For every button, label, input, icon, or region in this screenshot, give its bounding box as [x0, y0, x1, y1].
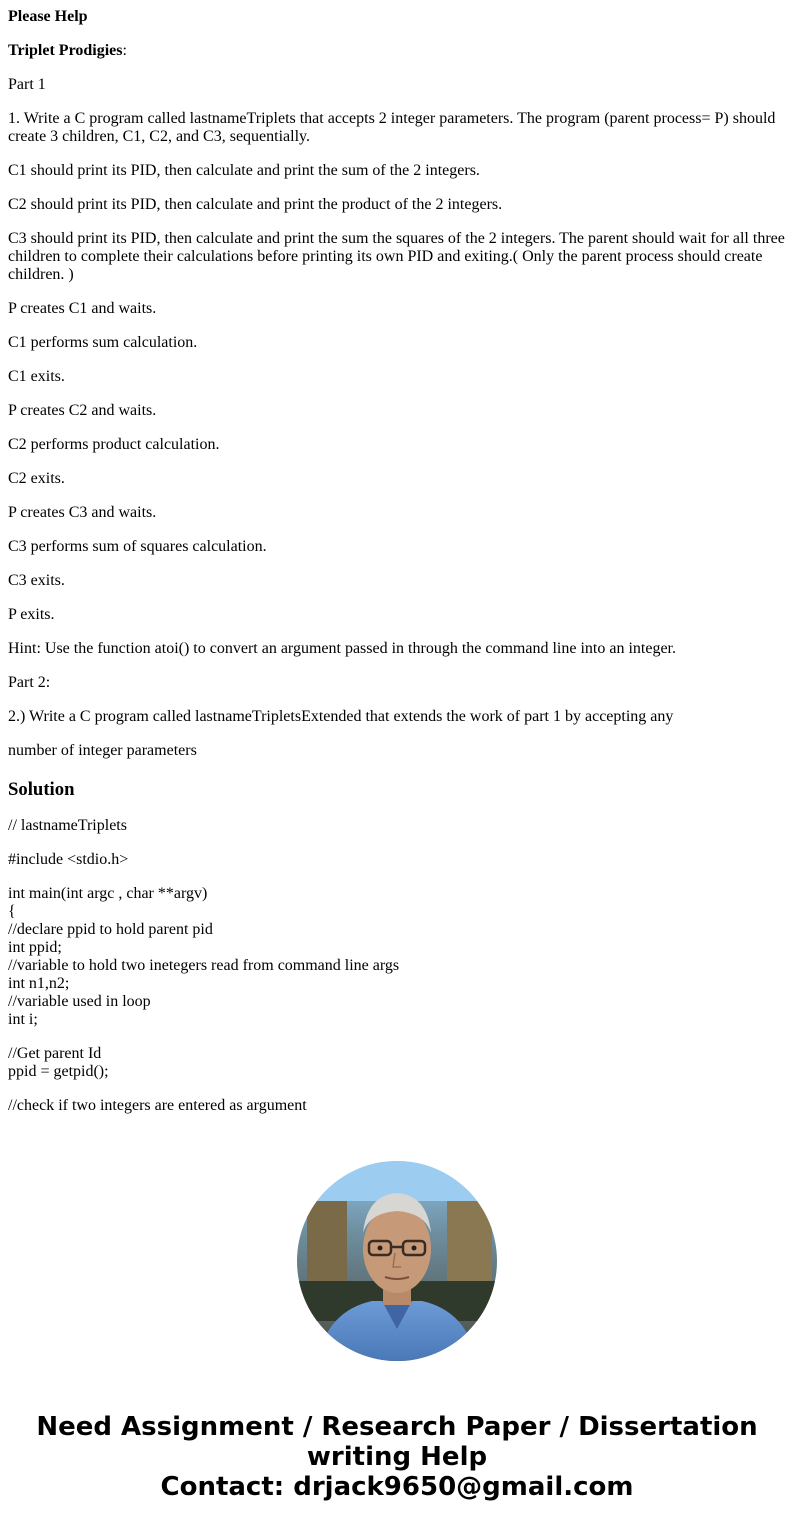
question-paragraph: number of integer parameters	[8, 742, 197, 759]
question-title-paragraph	[8, 8, 786, 26]
question-paragraph: C1 exits.	[8, 368, 65, 385]
solution-last-line: //check if two integers are entered as argument	[8, 1097, 307, 1114]
code-line: int ppid;	[8, 939, 62, 956]
question-paragraph: P creates C3 and waits.	[8, 504, 157, 521]
part1-label: Part 1	[8, 76, 46, 93]
author-avatar	[297, 1161, 497, 1361]
question-paragraph: C1 performs sum calculation.	[8, 334, 198, 351]
solution-include-line: #include <stdio.h>	[8, 851, 129, 868]
solution-comment-title: // lastnameTriplets	[8, 817, 127, 834]
question-paragraph: Hint: Use the function atoi() to convert an argument passed in through the command line into an integer.	[8, 640, 676, 657]
question-paragraph: C3 should print its PID, then calculate and print the sum the squares of the 2 integers. The parent should wait for all three children to complete their calculations before printing its own PID and exiting.( Only the parent process should create children. )	[8, 230, 785, 283]
question-heading-suffix: :	[122, 42, 127, 59]
footer-line-2: writing Help	[306, 1442, 488, 1472]
question-paragraph: P exits.	[8, 606, 55, 623]
question-heading: Triplet Prodigies	[8, 42, 123, 59]
question-paragraph: C1 should print its PID, then calculate and print the sum of the 2 integers.	[8, 162, 480, 179]
question-paragraph: Part 2:	[8, 674, 51, 691]
question-paragraph: C3 exits.	[8, 572, 65, 589]
question-paragraph: 1. Write a C program called lastnameTriplets that accepts 2 integer parameters. The program (parent process= P) should create 3 children, C1, C2, and C3, sequentially.	[8, 110, 776, 145]
code-line: ppid = getpid();	[8, 1063, 109, 1080]
code-line: //variable to hold two inetegers read from command line args	[8, 957, 400, 974]
code-block-main	[8, 885, 786, 1029]
code-line: //variable used in loop	[8, 993, 151, 1010]
solution-heading: Solution	[8, 779, 75, 800]
code-line: {	[8, 903, 16, 920]
footer-contact: Contact: drjack9650@gmail.com	[160, 1472, 634, 1502]
author-photo-icon	[297, 1161, 497, 1361]
question-paragraph: P creates C1 and waits.	[8, 300, 157, 317]
code-line: int n1,n2;	[8, 975, 70, 992]
question-paragraph: P creates C2 and waits.	[8, 402, 157, 419]
footer-line-1: Need Assignment / Research Paper / Dissertation	[36, 1412, 758, 1442]
question-paragraph: C2 exits.	[8, 470, 65, 487]
code-line: int i;	[8, 1011, 38, 1028]
question-title: Please Help	[8, 8, 88, 25]
question-paragraph: C3 performs sum of squares calculation.	[8, 538, 267, 555]
question-paragraph: C2 should print its PID, then calculate and print the product of the 2 integers.	[8, 196, 503, 213]
code-line: int main(int argc , char **argv)	[8, 885, 208, 902]
code-block-getpid	[8, 1045, 786, 1081]
question-paragraph: 2.) Write a C program called lastnameTripletsExtended that extends the work of part 1 by accepting any	[8, 708, 674, 725]
footer-banner	[0, 1412, 794, 1502]
code-line: //declare ppid to hold parent pid	[8, 921, 213, 938]
code-line: //Get parent Id	[8, 1045, 102, 1062]
question-paragraph: C2 performs product calculation.	[8, 436, 220, 453]
document-content	[0, 8, 794, 1115]
question-heading-paragraph	[8, 42, 786, 60]
